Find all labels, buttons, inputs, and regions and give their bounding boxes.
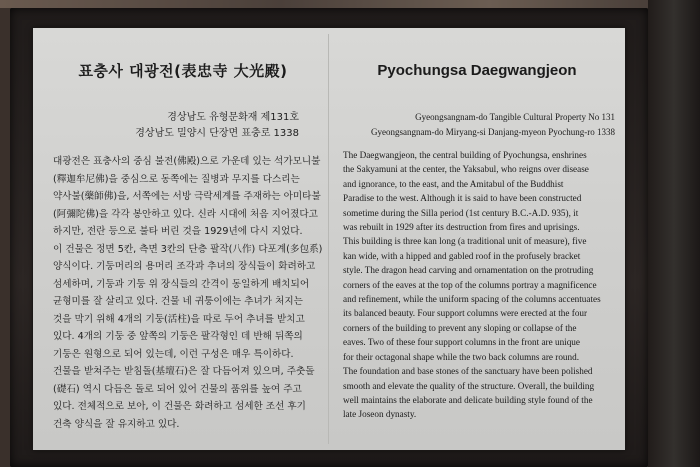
body-line: (阿彌陀佛)을 각각 봉안하고 있다. 신라 시대에 처음 지어졌다고 xyxy=(53,208,318,220)
english-meta-line: Gyeongsangnam-do Tangible Cultural Property No 131 xyxy=(415,112,615,122)
korean-meta-line: 경상남도 밀양시 단장면 표충로 1338 xyxy=(135,128,299,139)
body-line: well maintains the elaborate and delicate building style found of the xyxy=(343,394,593,405)
korean-title: 표충사 대광전(表忠寺 大光殿) xyxy=(78,62,288,80)
body-line: 있다. 전체적으로 보아, 이 건물은 화려하고 섬세한 조선 후기 xyxy=(53,401,306,412)
body-line: 건축 양식을 잘 유지하고 있다. xyxy=(53,418,180,430)
body-line: sometime during the Silla period (1st century B.C.-A.D. 935), it xyxy=(343,207,579,218)
body-line: 양식이다. 기둥머리의 용머리 조각과 추녀의 장식들이 화려하고 xyxy=(53,261,316,272)
body-line: 대광전은 표충사의 중심 불전(佛殿)으로 가운데 있는 석가모니불 xyxy=(53,156,321,167)
body-line: 기둥은 원형으로 되어 있는데, 이런 구성은 매우 특이하다. xyxy=(53,348,294,360)
english-title: Pyochungsa Daegwangjeon xyxy=(377,62,577,79)
body-line: This building is three kan long (a traditional unit of measure), five xyxy=(343,236,587,247)
wooden-post xyxy=(648,0,700,467)
body-line: eaves. Two of these four support columns in the front are unique xyxy=(343,337,580,348)
body-line: Paradise to the west. Although it is said to have been constructed xyxy=(343,193,582,204)
body-line: kan wide, with a hipped and gabled roof in the profusely bracket xyxy=(343,250,581,261)
body-line: 이 건물은 정면 5칸, 측면 3칸의 단층 팔작(八作) 다포계(多包系) xyxy=(53,243,323,255)
body-line: 하지만, 전란 등으로 불타 버린 것을 1929년에 다시 지었다. xyxy=(53,226,303,237)
body-line: for their octagonal shape while the two back columns are round. xyxy=(343,351,579,362)
body-line: smooth and elevate the quality of the structure. Overall, the building xyxy=(343,380,595,391)
body-line: style. The dragon head carving and ornamentation on the protruding xyxy=(343,265,594,276)
body-line: 건물을 받쳐주는 받침돌(基壇石)은 잘 다듬어져 있으며, 주춧돌 xyxy=(53,366,315,377)
body-line: The Daegwangjeon, the central building of Pyochungsa, enshrines xyxy=(343,150,587,160)
english-meta xyxy=(339,110,615,140)
english-body xyxy=(343,148,615,422)
body-line: the Sakyamuni at the center, the Yaksabul, who reigns over disease xyxy=(343,164,589,175)
body-line: and ignorance, to the east, and the Amitabul of the Buddhist xyxy=(343,178,564,189)
background-wall xyxy=(0,0,700,8)
english-meta-line: Gyeongsangnam-do Miryang-si Danjang-myeon Pyochung-ro 1338 xyxy=(371,127,615,137)
body-line: 약사불(藥師佛)을, 서쪽에는 서방 극락세계를 주재하는 아미타불 xyxy=(53,191,321,202)
body-line: was rebuilt in 1929 after its destruction from fires and uprisings. xyxy=(343,222,580,233)
body-line: (釋迦牟尼佛)을 중심으로 동쪽에는 질병과 무지를 다스리는 xyxy=(53,173,300,185)
info-board xyxy=(33,28,625,450)
body-line: late Joseon dynasty. xyxy=(343,409,417,420)
body-line: 있다. 4개의 기둥 중 앞쪽의 기둥은 팔각형인 데 반해 뒤쪽의 xyxy=(53,331,303,342)
korean-meta xyxy=(47,110,299,142)
body-line: (礎石) 역시 다듬은 돌로 되어 있어 건물의 품위를 높여 주고 xyxy=(53,383,302,395)
body-line: and refinement, while the uniform spacing of the columns accentuates xyxy=(343,294,601,305)
body-line: corners of the eaves at the top of the columns portray a magnificence xyxy=(343,279,597,290)
korean-meta-line: 경상남도 유형문화재 제131호 xyxy=(167,112,299,123)
body-line: corners of the building to prevent any sloping or collapse of the xyxy=(343,322,577,333)
body-line: its balanced beauty. Four support columns were erected at the four xyxy=(343,308,588,319)
body-line: The foundation and base stones of the sanctuary have been polished xyxy=(343,366,593,377)
body-line: 섬세하며, 기둥과 기둥 위 장식들의 간격이 동일하게 배치되어 xyxy=(53,278,310,290)
body-line: 균형미를 잘 살리고 있다. 건물 네 귀퉁이에는 추녀가 처지는 xyxy=(53,296,303,307)
body-line: 것을 막기 위해 4개의 기둥(活柱)을 따로 두어 추녀를 받치고 xyxy=(53,313,305,325)
column-divider xyxy=(328,34,329,444)
korean-body xyxy=(53,153,323,433)
